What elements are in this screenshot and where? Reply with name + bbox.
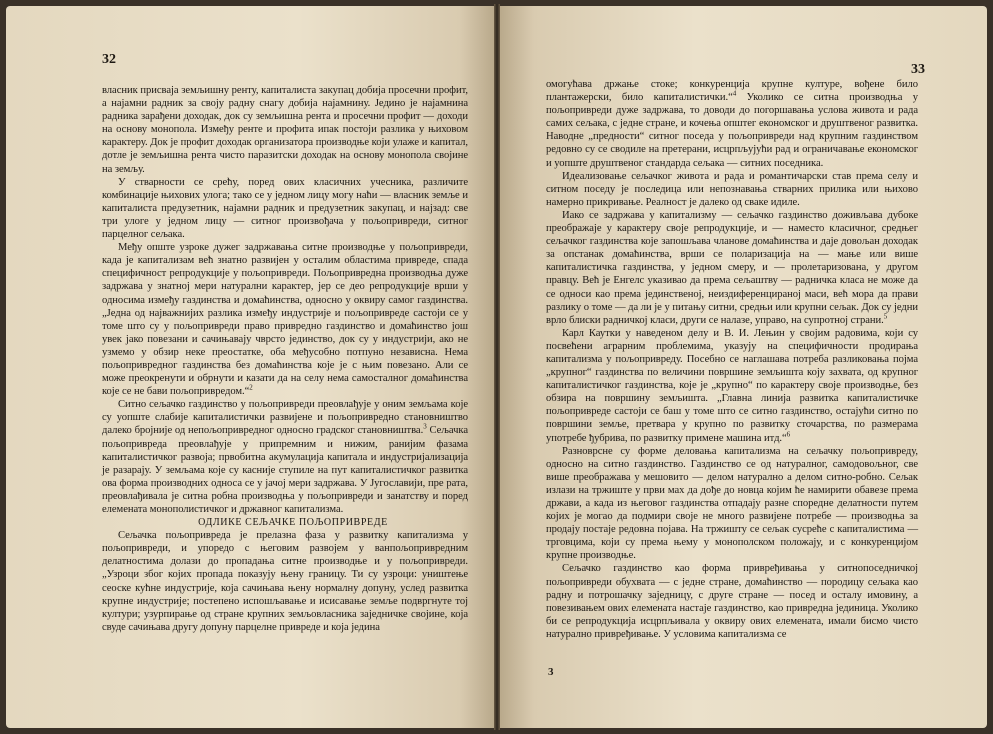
- footnote-marker: 6: [786, 430, 791, 438]
- left-page: [6, 6, 494, 728]
- signature-number: 3: [548, 666, 554, 678]
- paragraph: Сељачко газдинство као форма привређивања у ситнопоседничкој пољопривреди обухвата — с једне стране, домаћинство — породицу сељака као радну и потрошачку заједницу, с друге стране — посед и осталу имовину, а повезивањем ових елемената настаје газдинство, као привредна јединица. Уколико би се репродукција исцрпљивала у оквиру ових елемената, имали бисмо чисто натурално привређивање. У условима капитализма се: [546, 563, 918, 640]
- right-page: [500, 6, 987, 728]
- paragraph: Идеализовање сељачког живота и рада и романтичарски став према селу и ситном поседу је последица или непознавања стварних прилика или њихово намерно прикривање. Реалност је далеко од сваке идиле.: [546, 170, 918, 208]
- paragraph: Ситно сељачко газдинство у пољопривреди преовлађује у оним земљама које су уопште слабије капиталистички развијене и пољопривредно становништво далеко бројније од непољопривредног односно градског становништва.$^3$ Сељачка пољопривреда преовлађује у припремним и нижим, ранијим фазама капиталистичког развоја; првобитна акумулација капитала и индустријализација је разарају. У земљама које су касније ступиле на пут капиталистичког развитка ова форма производних односа се у јачој мери задржава. У Југославији, пре рата, преовлађивала је ситна робна производња у пољопривреди и занатству и поред елемената монополистичког и државног капитализма.: [102, 399, 468, 515]
- page-number-left: 32: [102, 52, 116, 67]
- paragraph: У стварности се срећу, поред ових класичних учесника, различите комбинације њихових улога; тако се у једном лицу могу наћи — власник земље и капиталиста предузетник, најамни радник и предузетник закупац, и најзад: све три улоге у једном лицу — ситног произвођача у пољопривреди, ситног парцелног сељака.: [102, 176, 468, 241]
- footnote-marker: 5: [883, 312, 888, 321]
- footnote-marker: 3: [423, 422, 427, 431]
- footnote-marker: 4: [732, 89, 737, 98]
- paragraph: Иако се задржава у капитализму — сељачко газдинство доживљава дубоке преображаје у карактеру своје репродукције, и — наместо класичног, средњег сељачког газдинства које запошљава чланове домаћинства и даје довољан доходак за опстанак домаћинства, врши се поларизација на — мање или више капиталистичка газдинства, у једном смеру, и — пролетаризована, у другом правцу. Већ је Енгелс указивао да према сељаштву — радничка класа не може да се односи као према јединственој, неиздиференцираној маси, већ мора да прави разлику о томе — да ли је у питању ситни, средњи или крупни сељак. Док су једни врло блиски радничкој класи, други се налазе, управо, на супротној страни.$^5$: [546, 209, 918, 326]
- paragraph: власник присваја земљишну ренту, капиталиста закупац добија просечни профит, а најамни радник за своју радну снагу добија најамнину. Једино је најамнина радника зарађени доходак, док су земљишна рента и просечни профит — доходи на основу монопола. Између ренте и профита ипак постоји разлика у њиховом карактеру. Док је профит доходак организатора производње који улаже и капитал, дотле је земљишна рента чисто паразитски доходак на основу монопола својине на земљу.: [102, 85, 468, 175]
- paragraph: Разноврсне су форме деловања капитализма на сељачку пољопривреду, односно на ситно газдинство. Газдинство се од натуралног, самодовољног, све више преображава у мешовито — делом натурално а делом ситно-робно. Сељак излази на тржиште у први мах да дође до новца којим ће намирити обавезе према држави, а када из његовог газдинства отпадају разне споредне делатности путем којих је могао да подмири своје не много развијене потребе — производња за продају постаје редовна појава. На тржишту се сељак сусреће с капиталистима — трговцима, који су према њему у монополском положају, и с конкуренцијом крупне производње.: [546, 445, 918, 562]
- paragraph: Сељачка пољопривреда је прелазна фаза у развитку капитализма у пољопривреди, и упоредо с његовим развојем у ванпољопривредним делатностима долази до пропадања ситне производње и у пољопривреди. „Узроци због којих пропада показују њену границу. Ти су узроци: уништење сеоске кућне индустрије, која сачињава њену нормалну допуну, услед развитка крупне индустрије; постепено испошљавање и исисавање земље подвргнуте тој култури; узурпирање од стране крупних земљовласника заједничке својине, која свуде сачињава другу допуну парцелне привреде и која једина: [102, 530, 468, 633]
- paragraph: Карл Каутки у наведеном делу и В. И. Лењин у својим радовима, који су посвећени аграрним проблемима, указују на специфичности продирања капитализма у пољопривреду. Посебно се наглашава потреба разликовања појма „крупног“ газдинства по величини површине земљишта коју захвата, од крупног капиталистичког газдинства, које је „крупно“ по карактеру своје производње, без обзира на површину земљишта. „Главна линија развитка капиталистичке пољопривреде састоји се баш у томе што се ситно газдинство, остајући ситно по површини земље, претвара у крупно по развитку сточарства, по размерама употребе ђубрива, по развитку примене машина итд.“$^6$: [546, 327, 918, 444]
- right-page-text: [546, 78, 918, 641]
- paragraph: омогућава држање стоке; конкуренција крупне културе, вођене било плантажерски, било капиталистички.“$^4$ Уколико се ситна производња у пољопривреди дуже задржава, то доводи до погоршавања услова живота и рада самих сељака, с једне стране, и кочења општег економског и друштвеног развитка. Наводне „предности“ ситног поседа у пољопривреди над крупним газдинством редовно су се сводиле на претерани, исцрпљујући рад и ограничавање економског и уопште друштвеног стандарда сељака — ситних поседника.: [546, 79, 919, 169]
- left-page-text: [102, 84, 468, 634]
- section-heading: ОДЛИКЕ СЕЉАЧКЕ ПОЉОПРИВРЕДЕ: [198, 517, 388, 529]
- paragraph: Међу опште узроке дужег задржавања ситне производње у пољопривреди, када је капитализам већ знатно развијен у осталим областима привреде, спада специфичност репродукције у пољопривреди. Пољопривредна производња дуже задржава у знатној мери натурални карактер, јер се део репродукције врши у односима између газдинства и домаћинства, односно у оквиру самог газдинства. „Једна од најважнијих разлика између индустрије и пољопривреде састоји се у томе што су у пољопривреди право привредно газдинство и домаћинство још увек јако повезани и сачињавају чврсто јединство, док су у индустрији, ако не узмемо у обзир неке преостатке, оба међусобно потпуно независна. Нема пољопривредног газдинства без домаћинства које је с њим повезано. Али се може преокренути и обрнути и казати да на селу нема самосталног домаћинства које се не бави пољопривредом.“$^2$: [102, 242, 468, 398]
- page-number-right: 33: [911, 62, 925, 77]
- footnote-marker: 2: [249, 383, 253, 392]
